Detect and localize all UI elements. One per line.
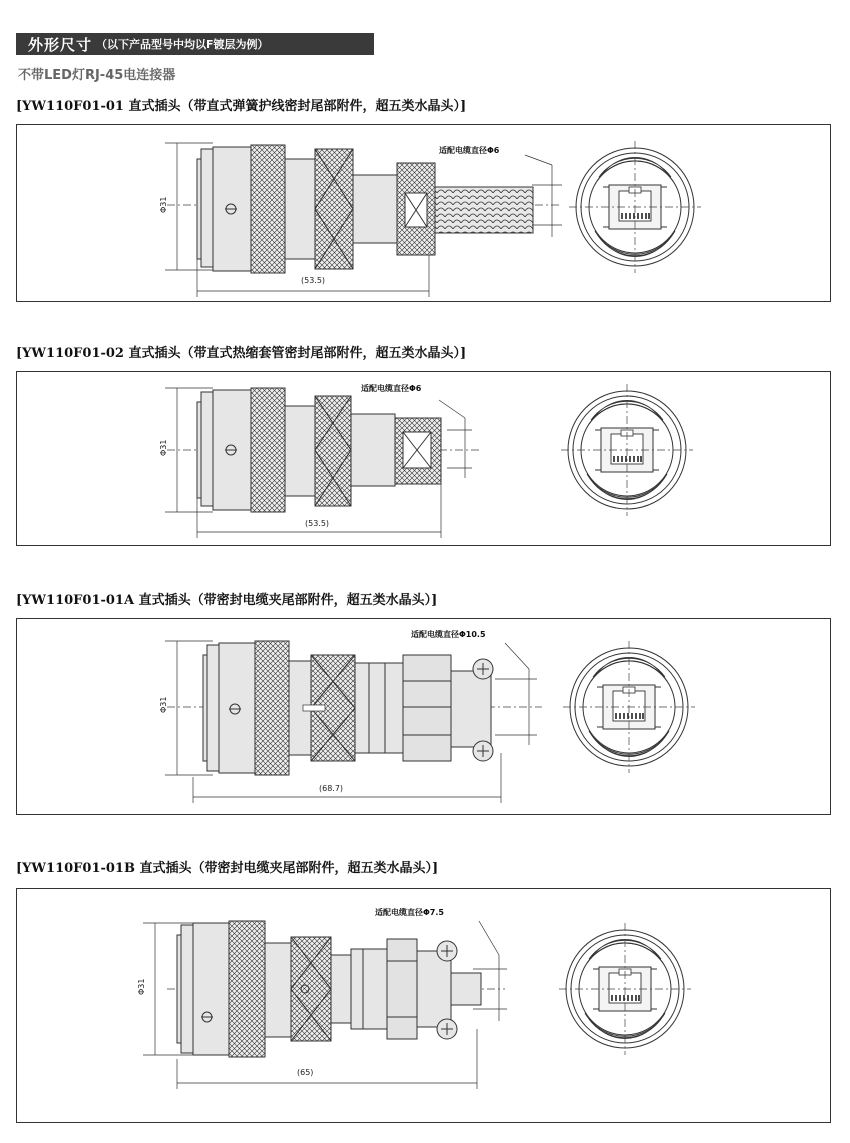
- connector-drawing-1: [17, 125, 832, 303]
- length-label-4: (65): [297, 1068, 314, 1077]
- connector-drawing-2: [17, 372, 832, 547]
- connector-drawing-4: [17, 889, 832, 1124]
- header-title: 外形尺寸: [28, 35, 93, 54]
- diameter-label-3: Φ31: [159, 696, 168, 713]
- length-label-3: (68.7): [319, 784, 344, 793]
- section-title-1: [YW110F01-01 直式插头（带直式弹簧护线密封尾部附件，超五类水晶头）]: [16, 99, 467, 114]
- section-header-bar: [16, 33, 374, 55]
- section-title-4: [YW110F01-01B 直式插头（带密封电缆夹尾部附件，超五类水晶头）]: [16, 861, 439, 876]
- cable-label-4: 适配电缆直径Φ7.5: [375, 908, 444, 917]
- diameter-label-2: Φ31: [159, 439, 168, 456]
- drawing-panel-3: [16, 618, 831, 815]
- rj45-end-view-2: [561, 384, 693, 516]
- diameter-label-1: Φ31: [159, 196, 168, 213]
- section-title-2: [YW110F01-02 直式插头（带直式热缩套管密封尾部附件，超五类水晶头）]: [16, 346, 467, 361]
- header-note: （以下产品型号中均以F镀层为例）: [96, 38, 269, 51]
- connector-drawing-3: [17, 619, 832, 816]
- cable-label-2: 适配电缆直径Φ6: [361, 384, 422, 393]
- diameter-label-4: Φ31: [137, 978, 146, 995]
- section-title-3: [YW110F01-01A 直式插头（带密封电缆夹尾部附件，超五类水晶头）]: [16, 593, 438, 608]
- cable-label-1: 适配电缆直径Φ6: [439, 146, 500, 155]
- drawing-panel-4: [16, 888, 831, 1123]
- drawing-panel-2: [16, 371, 831, 546]
- length-label-1: (53.5): [301, 276, 326, 285]
- rj45-end-view-1: [569, 141, 701, 273]
- length-label-2: (53.5): [305, 519, 330, 528]
- rj45-end-view-4: [559, 923, 691, 1055]
- rj45-end-view-3: [563, 641, 695, 773]
- cable-label-3: 适配电缆直径Φ10.5: [411, 630, 486, 639]
- subtitle: 不带LED灯RJ-45电连接器: [18, 68, 176, 83]
- drawing-panel-1: [16, 124, 831, 302]
